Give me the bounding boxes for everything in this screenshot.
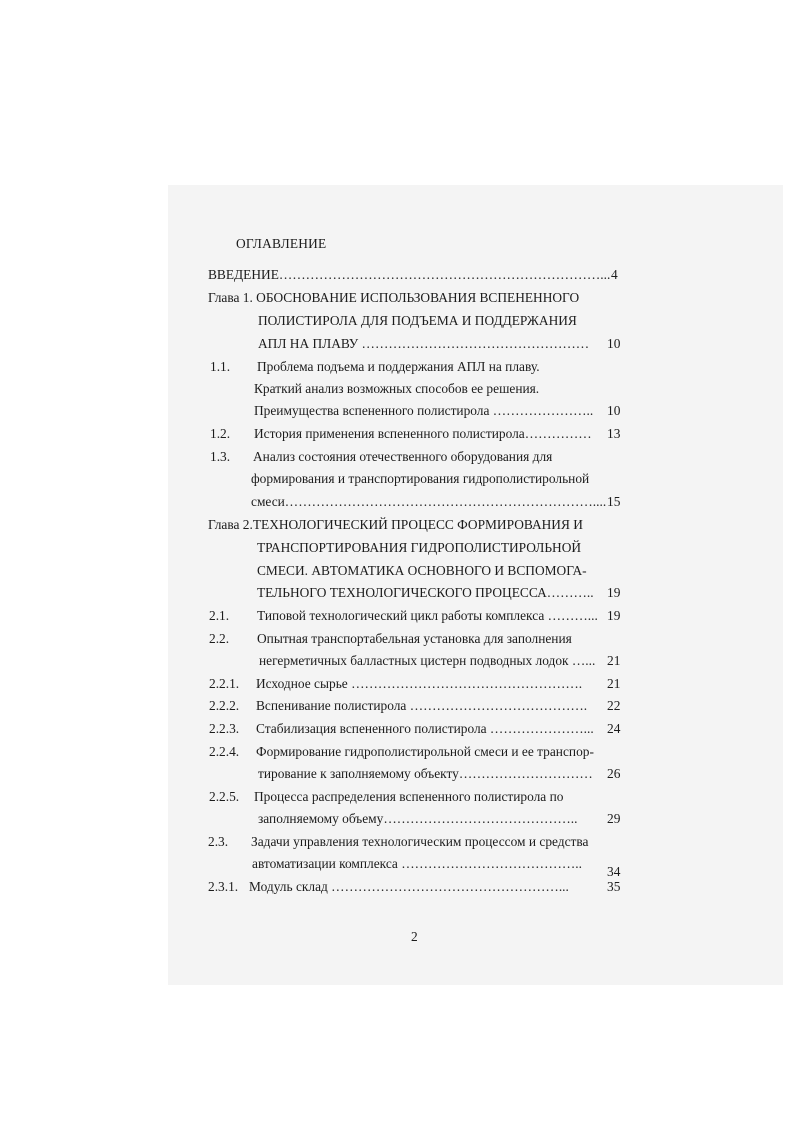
toc-entry: негерметичных балластных цистерн подводных лодок …... [259,653,596,668]
toc-entry: заполняемому объему…………………………………….. [258,811,578,826]
toc-entry: Глава 1. ОБОСНОВАНИЕ ИСПОЛЬЗОВАНИЯ ВСПЕНЕННОГО [208,290,580,305]
toc-entry: Преимущества вспененного полистирола ………………….. [254,403,594,418]
toc-page: 10 [607,336,621,351]
toc-page: 29 [607,811,621,826]
toc-number: 2.2.4. [209,744,240,759]
toc-number: 2.3.1. [208,879,239,894]
toc-entry: Анализ состояния отечественного оборудования для [253,449,553,464]
page-number: 2 [411,929,418,944]
toc-number: 2.2.2. [209,698,240,713]
toc-number: 2.2.5. [209,789,240,804]
toc-entry: Типовой технологический цикл работы комплекса ………... [257,608,598,623]
toc-page: 10 [607,403,621,418]
toc-number: 1.1. [210,359,231,374]
page-title: ОГЛАВЛЕНИЕ [236,236,327,251]
toc-entry: автоматизации комплекса ………………………………….. [252,856,582,871]
toc-page: 19 [607,608,621,623]
toc-entry: Стабилизация вспененного полистирола …………………... [256,721,594,736]
toc-page: 13 [607,426,621,441]
toc-entry: Глава 2.ТЕХНОЛОГИЧЕСКИЙ ПРОЦЕСС ФОРМИРОВАНИЯ И [208,517,583,532]
toc-page: 4 [611,267,618,282]
toc-page: 19 [607,585,621,600]
toc-number: 1.3. [210,449,231,464]
toc-page: 21 [607,676,621,691]
toc-entry: ПОЛИСТИРОЛА ДЛЯ ПОДЪЕМА И ПОДДЕРЖАНИЯ [258,313,577,328]
toc-number: 2.1. [209,608,230,623]
toc-entry: смеси…………………………………………………………….... [251,494,607,509]
toc-number: 2.2. [209,631,230,646]
toc-entry: тирование к заполняемому объекту………………………… [258,766,593,781]
toc-number: 1.2. [210,426,231,441]
toc-entry: Опытная транспортабельная установка для заполнения [257,631,572,646]
toc-entry: Вспенивание полистирола …………………………………. [256,698,588,713]
toc-page: 15 [607,494,621,509]
toc-number: 2.2.3. [209,721,240,736]
toc-entry: Исходное сырье ……………………………………………. [256,676,583,691]
toc-entry: Задачи управления технологическим процессом и средства [251,834,589,849]
toc-entry: Формирование гидрополистирольной смеси и ее транспор- [256,744,594,759]
toc-number: 2.2.1. [209,676,240,691]
toc-number: 2.3. [208,834,229,849]
toc-page: 21 [607,653,621,668]
toc-page: 35 [607,879,621,894]
toc-entry: ТЕЛЬНОГО ТЕХНОЛОГИЧЕСКОГО ПРОЦЕССА……….. [257,585,594,600]
toc-entry: Модуль склад ……………………………………………... [249,879,569,894]
toc-page: 26 [607,766,621,781]
toc-entry: ТРАНСПОРТИРОВАНИЯ ГИДРОПОЛИСТИРОЛЬНОЙ [257,540,582,555]
toc-entry: История применения вспененного полистирола…………… [254,426,592,441]
toc-entry: ВВЕДЕНИЕ………………………………………………………………... [208,267,611,282]
toc-page: 34 [607,864,621,879]
toc-page: 24 [607,721,621,736]
toc-entry: АПЛ НА ПЛАВУ …………………………………………… [258,336,590,351]
toc-entry: Проблема подъема и поддержания АПЛ на плаву. [257,359,540,374]
toc-entry: СМЕСИ. АВТОМАТИКА ОСНОВНОГО И ВСПОМОГА- [257,563,587,578]
toc-entry: формирования и транспортирования гидрополистирольной [251,471,590,486]
toc-entry: Процесса распределения вспененного полистирола по [254,789,564,804]
toc-entry: Краткий анализ возможных способов ее решения. [254,381,540,396]
toc-page: 22 [607,698,621,713]
